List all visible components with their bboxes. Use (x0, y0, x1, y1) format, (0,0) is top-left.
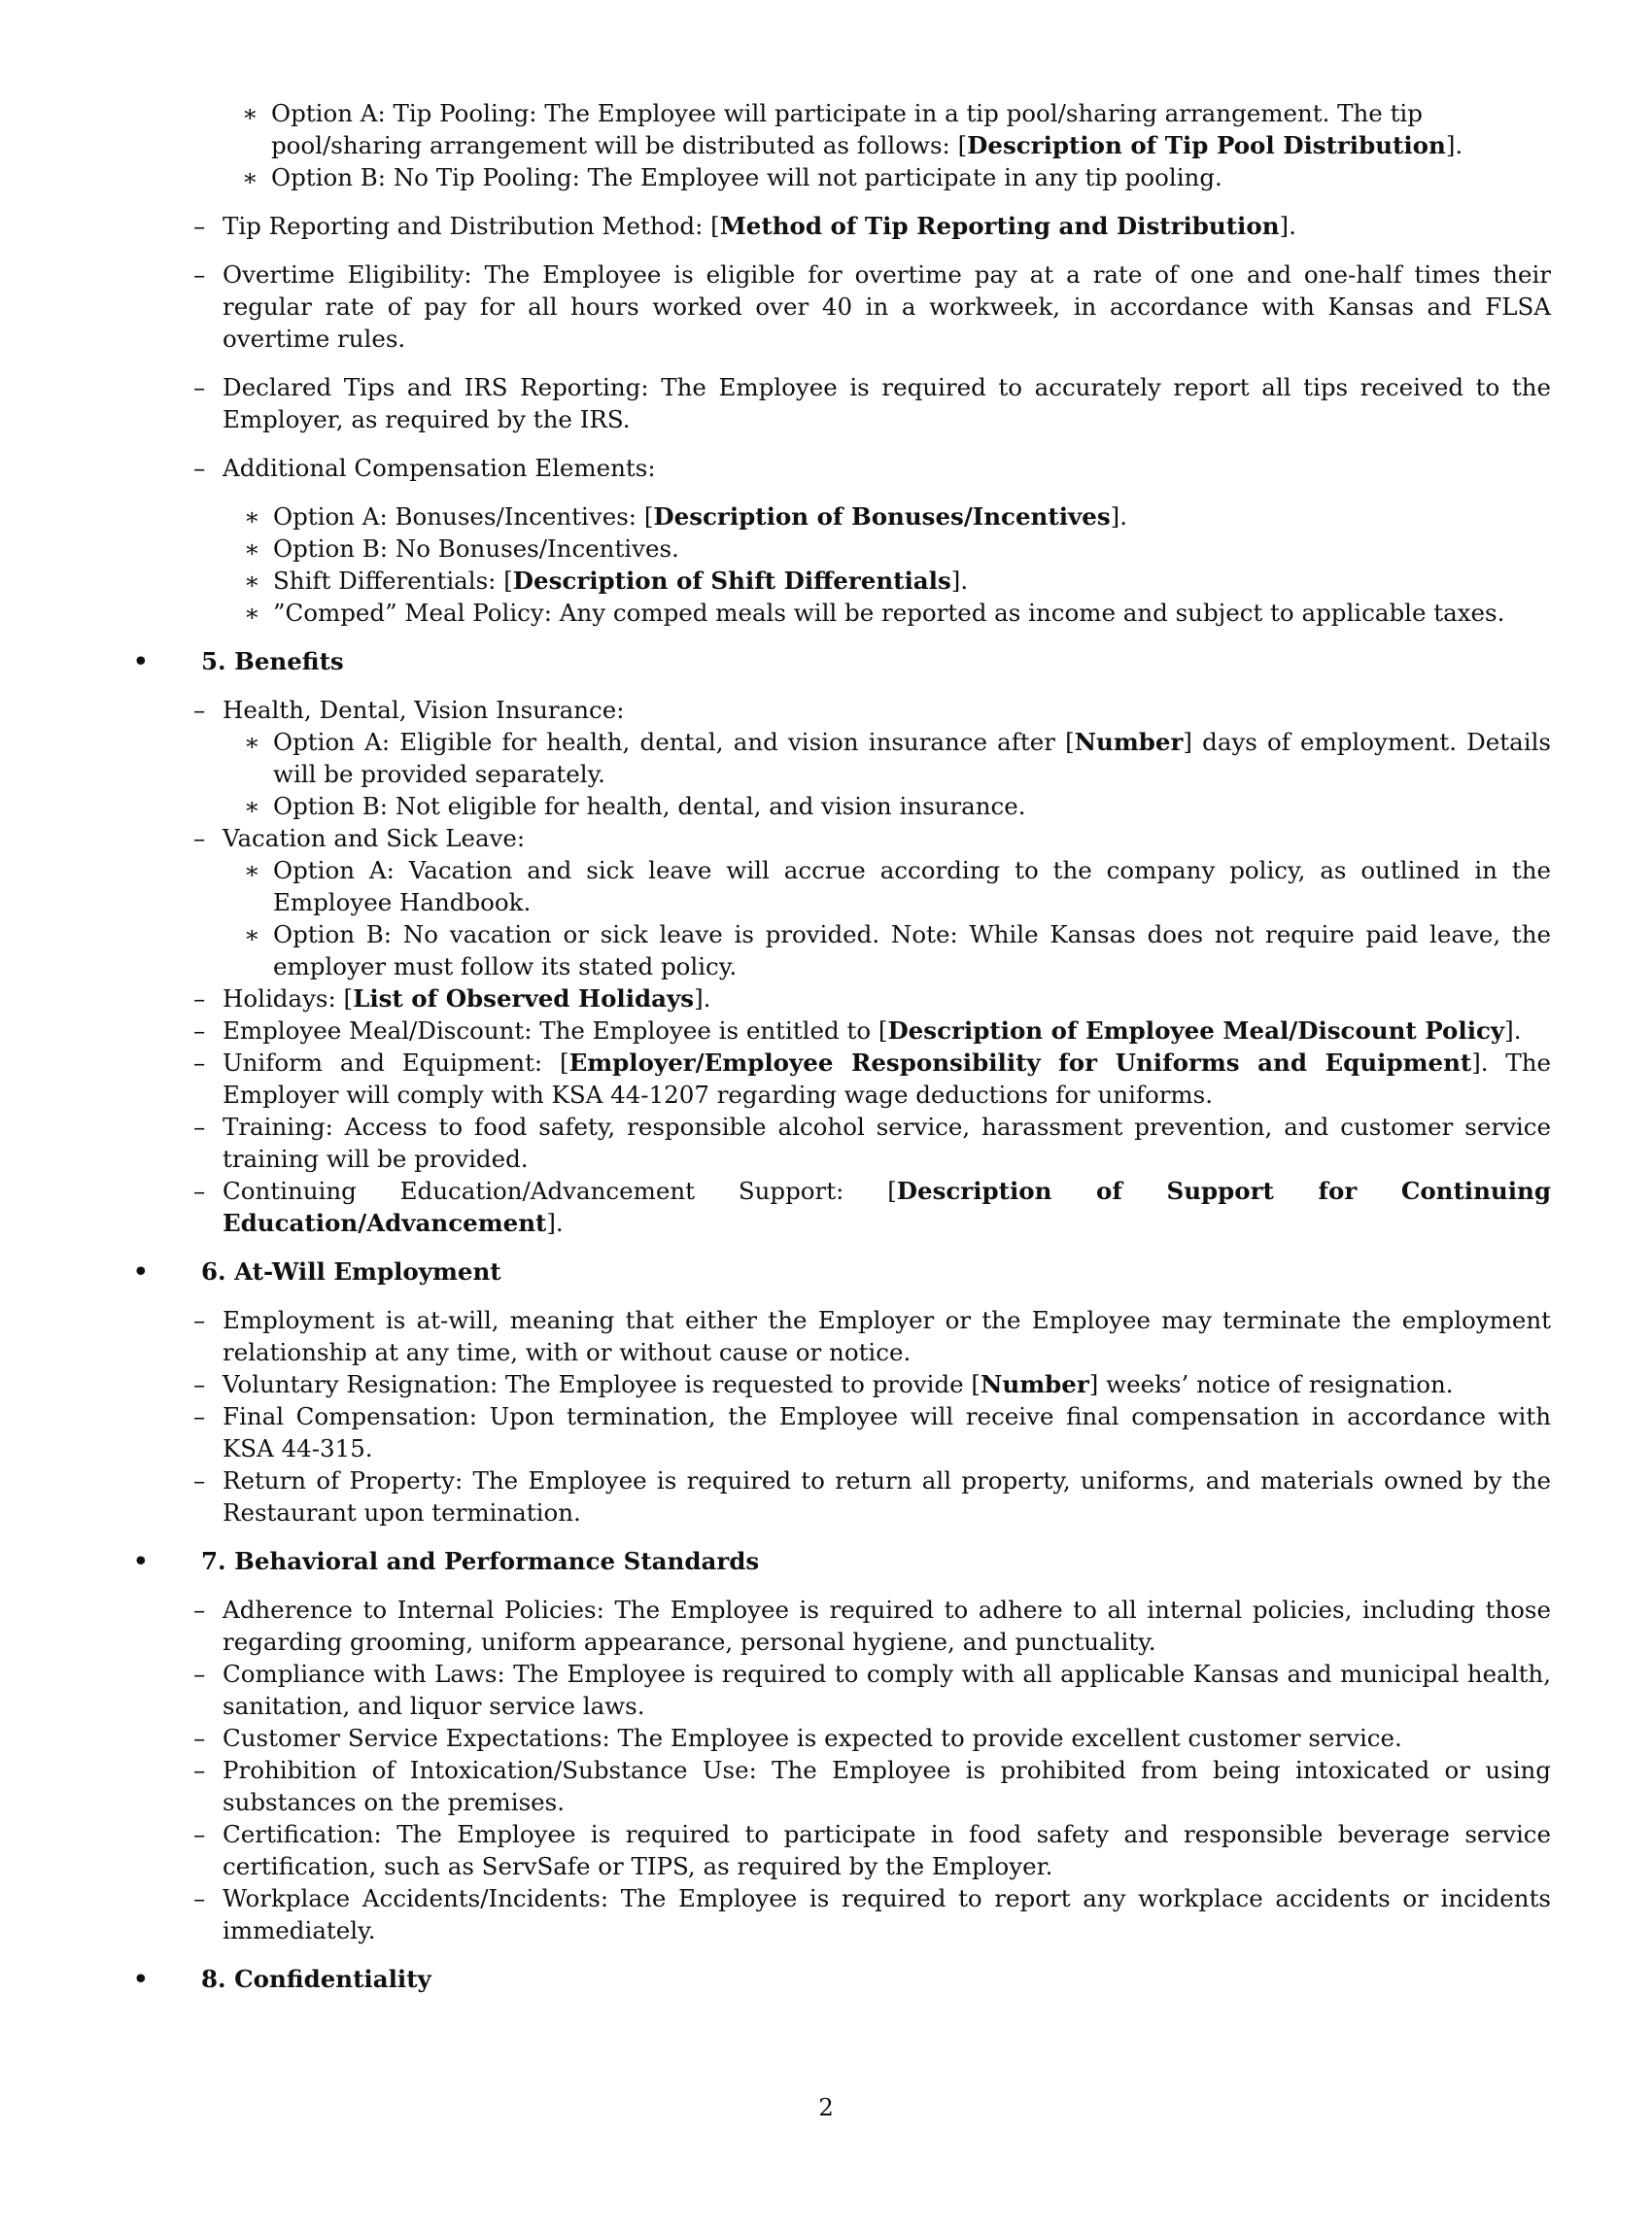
star-bullet-icon: ∗ (244, 599, 260, 627)
dash-bullet-icon: – (193, 454, 206, 482)
dash-bullet-icon: – (193, 1113, 206, 1141)
dash-bullet-icon: – (193, 1724, 206, 1752)
list-item: – Return of Property: The Employee is required to return all property, uniforms, and materials owned by the Restaurant upon termination. (193, 1466, 1551, 1527)
star-bullet-icon: ∗ (242, 99, 258, 127)
dash-bullet-icon: – (193, 1306, 206, 1334)
section-heading-at-will: • 6. At-Will Employment (133, 1257, 501, 1286)
dash-bullet-icon: – (193, 260, 206, 289)
bullet-icon: • (133, 1547, 149, 1575)
list-item: ∗ Option B: Not eligible for health, dental, and vision insurance. (244, 792, 1026, 820)
tip-pooling-options (242, 97, 1549, 193)
dash-bullet-icon: – (193, 824, 206, 852)
section-heading-confidentiality: • 8. Confidentiality (133, 1965, 431, 1993)
bullet-icon: • (133, 1965, 149, 1993)
dash-bullet-icon: – (193, 212, 206, 240)
list-item: – Health, Dental, Vision Insurance: ∗ Option A: Eligible for health, dental, and vision insurance after [Number] days of employment. Details will be provided separately. ∗ Option B: Not eligible for health, dental, and vision insurance. (193, 696, 1551, 820)
star-bullet-icon: ∗ (244, 502, 260, 531)
dash-bullet-icon: – (193, 1660, 206, 1688)
list-item: – Holidays: [List of Observed Holidays]. (193, 984, 711, 1013)
list-item: ∗ Option B: No Bonuses/Incentives. (244, 534, 679, 563)
list-item: – Voluntary Resignation: The Employee is requested to provide [Number] weeks’ notice of resignation. (193, 1370, 1454, 1398)
page-number: 2 (818, 2093, 834, 2121)
dash-bullet-icon: – (193, 1049, 206, 1077)
list-item: – Training: Access to food safety, responsible alcohol service, harassment prevention, and customer service training will be provided. (193, 1113, 1551, 1173)
dash-bullet-icon: – (193, 1466, 206, 1495)
dash-bullet-icon: – (193, 1402, 206, 1430)
list-item: ∗ Option A: Bonuses/Incentives: [Description of Bonuses/Incentives]. (244, 502, 1127, 531)
dash-bullet-icon: – (193, 1016, 206, 1045)
tip-reporting-item: – Tip Reporting and Distribution Method: [Method of Tip Reporting and Distribution]. (193, 212, 1296, 240)
list-item: – Prohibition of Intoxication/Substance Use: The Employee is prohibited from being intoxicated or using substances on the premises. (193, 1756, 1551, 1816)
compensation-details (0, 210, 1551, 629)
section-heading-benefits: • 5. Benefits (133, 647, 344, 675)
tip-option-b: Option B: No Tip Pooling: The Employee will not participate in any tip pooling. (271, 163, 1222, 191)
dash-bullet-icon: – (193, 1884, 206, 1912)
dash-bullet-icon: – (193, 1370, 206, 1398)
star-bullet-icon: ∗ (244, 792, 260, 820)
list-item: – Continuing Education/Advancement Support: [Description of Support for Continuing Education/Advancement]. (193, 1177, 1551, 1237)
tip-option-a: Option A: Tip Pooling: The Employee will participate in a tip pool/sharing arrangement. The tip pool/sharing arrangement will be distributed as follows: [Description of Tip Pool Distribution]. (271, 99, 1463, 159)
benefits-list (0, 694, 1551, 1239)
star-bullet-icon: ∗ (244, 920, 260, 948)
dash-bullet-icon: – (193, 696, 206, 724)
star-bullet-icon: ∗ (244, 534, 260, 563)
at-will-list (0, 1304, 1551, 1529)
list-item: ∗ Shift Differentials: [Description of Shift Differentials]. (244, 567, 969, 595)
behavioral-standards-list (0, 1594, 1551, 1946)
section-heading-behavioral-standards: • 7. Behavioral and Performance Standards (133, 1547, 760, 1575)
list-item (242, 97, 1549, 161)
dash-bullet-icon: – (193, 1820, 206, 1848)
list-item: ∗ Option B: No vacation or sick leave is provided. Note: While Kansas does not require paid leave, the employer must follow its stated policy. (244, 920, 1551, 980)
additional-compensation-list (223, 500, 1551, 629)
list-item: – Uniform and Equipment: [Employer/Employee Responsibility for Uniforms and Equipment]. The Employer will comply with KSA 44-1207 regarding wage deductions for uniforms. (193, 1049, 1551, 1109)
list-item: – Customer Service Expectations: The Employee is expected to provide excellent customer service. (193, 1724, 1402, 1752)
list-item (242, 161, 1549, 193)
compensation-continuation (0, 97, 1551, 193)
additional-compensation-item: – Additional Compensation Elements: ∗ Option A: Bonuses/Incentives: [Description of Bonuses/Incentives]. ∗ Option B: No Bonuses/Incentives. ∗ Shift Differentials: [Description of Shift Differentials]. ∗ ”Comped” Meal Policy: Any comped meals will be reported as income and subject to applicable taxes. (223, 452, 1551, 629)
dash-bullet-icon: – (193, 373, 206, 401)
list-item: – Compliance with Laws: The Employee is required to comply with all applicable Kansas and municipal health, sanitation, and liquor service laws. (193, 1660, 1551, 1720)
overtime-item: – Overtime Eligibility: The Employee is eligible for overtime pay at a rate of one and one-half times their regular rate of pay for all hours worked over 40 in a workweek, in accordance with Kansas and FLSA overtime rules. (193, 260, 1551, 353)
list-item: ∗ Option A: Eligible for health, dental, and vision insurance after [Number] days of employment. Details will be provided separately. (244, 728, 1551, 788)
list-item: – Certification: The Employee is required to participate in food safety and responsible beverage service certification, such as ServSafe or TIPS, as required by the Employer. (193, 1820, 1551, 1880)
dash-bullet-icon: – (193, 984, 206, 1013)
star-bullet-icon: ∗ (244, 728, 260, 756)
bullet-icon: • (133, 647, 149, 675)
vacation-options (223, 854, 1551, 982)
list-item: – Final Compensation: Upon termination, the Employee will receive final compensation in accordance with KSA 44-315. (193, 1402, 1551, 1462)
health-options (223, 726, 1551, 822)
dash-bullet-icon: – (193, 1177, 206, 1205)
list-item: ∗ ”Comped” Meal Policy: Any comped meals will be reported as income and subject to applicable taxes. (244, 599, 1505, 627)
dash-bullet-icon: – (193, 1756, 206, 1784)
declared-tips-item: – Declared Tips and IRS Reporting: The Employee is required to accurately report all tips received to the Employer, as required by the IRS. (193, 373, 1551, 433)
list-item: – Employment is at-will, meaning that either the Employer or the Employee may terminate the employment relationship at any time, with or without cause or notice. (193, 1306, 1551, 1366)
list-item: – Workplace Accidents/Incidents: The Employee is required to report any workplace accidents or incidents immediately. (193, 1884, 1551, 1944)
star-bullet-icon: ∗ (244, 567, 260, 595)
dash-bullet-icon: – (193, 1596, 206, 1624)
list-item: – Employee Meal/Discount: The Employee is entitled to [Description of Employee Meal/Discount Policy]. (193, 1016, 1522, 1045)
tip-pooling-item (242, 97, 1551, 193)
star-bullet-icon: ∗ (242, 163, 258, 191)
bullet-icon: • (133, 1257, 149, 1286)
list-item: – Vacation and Sick Leave: ∗ Option A: Vacation and sick leave will accrue according to the company policy, as outlined in the Employee Handbook. ∗ Option B: No vacation or sick leave is provided. Note: While Kansas does not require paid leave, the employer must follow its stated policy. (193, 824, 1551, 980)
list-item: – Adherence to Internal Policies: The Employee is required to adhere to all internal policies, including those regarding grooming, uniform appearance, personal hygiene, and punctuality. (193, 1596, 1551, 1656)
star-bullet-icon: ∗ (244, 856, 260, 884)
list-item: ∗ Option A: Vacation and sick leave will accrue according to the company policy, as outlined in the Employee Handbook. (244, 856, 1551, 916)
